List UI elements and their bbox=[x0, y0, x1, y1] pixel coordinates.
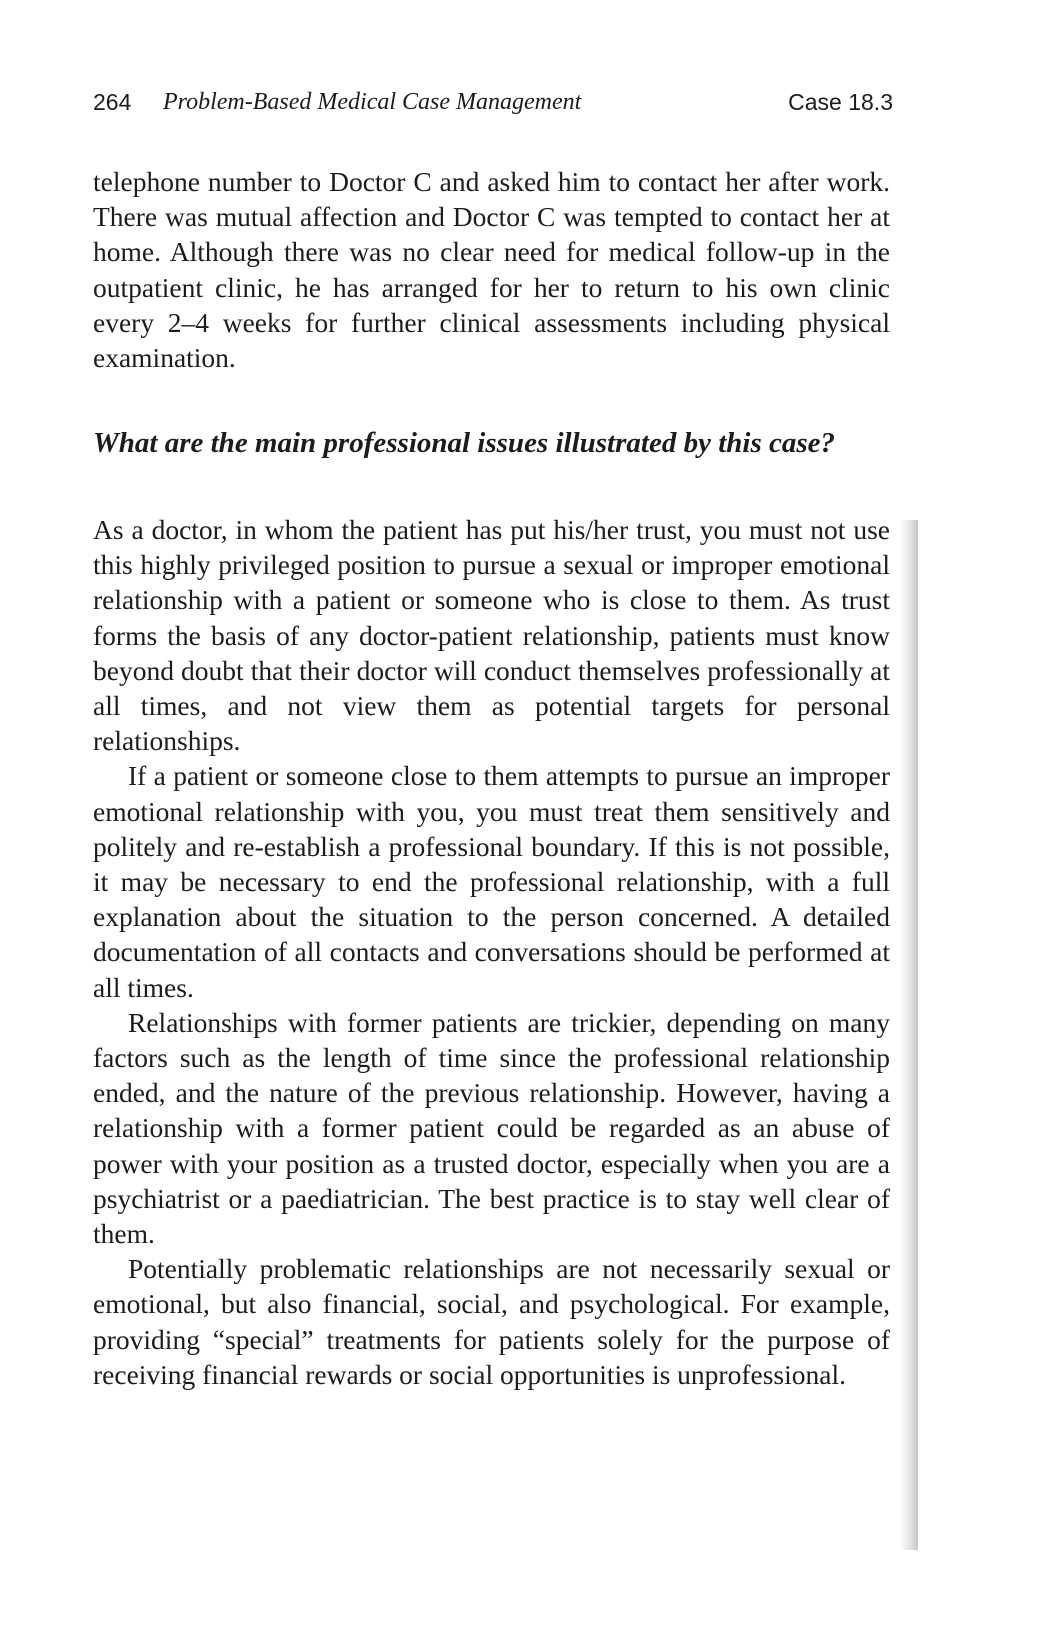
case-label: Case 18.3 bbox=[788, 89, 893, 115]
section-heading: What are the main professional issues illustrated by this case? bbox=[93, 427, 836, 459]
continuation-paragraph: telephone number to Doctor C and asked him to contact her after work. There was mutual affection and Doctor C was tempted to contact her at home. Although there was no clear need for medical follow-up in the outpatient clinic, he has arranged for her to return to his own clinic every 2–4 weeks for further clinical assessments including physical examination. bbox=[93, 166, 890, 374]
body-paragraph: As a doctor, in whom the patient has put his/her trust, you must not use this highly privileged position to pursue a sexual or improper emotional relationship with a patient or someone who is close to them. As trust forms the basis of any doctor-patient relationship, patients must know beyond doubt that their doctor will conduct themselves professionally at all times, and not view them as potential targets for personal relationships. bbox=[93, 514, 890, 757]
section-body bbox=[93, 512, 890, 1392]
page-number: 264 bbox=[93, 89, 132, 115]
body-paragraph: Relationships with former patients are trickier, depending on many factors such as the length of time since the professional relationship ended, and the nature of the previous relationship. However, having a relationship with a former patient could be regarded as an abuse of power with your position as a trusted doctor, especially when you are a psychiatrist or a paediatrician. The best practice is to stay well clear of them. bbox=[93, 1006, 890, 1250]
scanner-shadow bbox=[900, 520, 918, 1550]
body-paragraph: If a patient or someone close to them attempts to pursue an improper emotional relationship with you, you must treat them sensitively and politely and re-establish a professional boundary. If this is not possible, it may be necessary to end the professional relationship, with a full explanation about the situation to the person concerned. A detailed documentation of all contacts and conversations should be performed at all times. bbox=[93, 760, 890, 1003]
running-head bbox=[93, 84, 893, 120]
body-paragraph: Potentially problematic relationships are not necessarily sexual or emotional, but also financial, social, and psychological. For example, providing “special” treatments for patients solely for the purpose of receiving financial rewards or social opportunities is unprofessional. bbox=[93, 1253, 890, 1390]
book-title: Problem-Based Medical Case Management bbox=[163, 89, 582, 115]
